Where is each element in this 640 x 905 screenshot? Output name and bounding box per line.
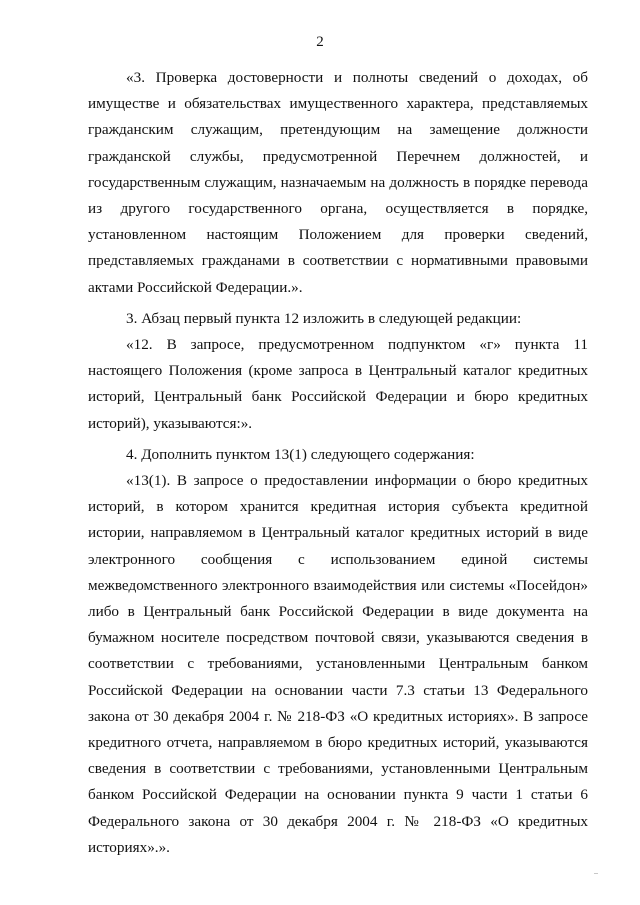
paragraph-item-12: «12. В запросе, предусмотренном подпунктом «г» пункта 11 настоящего Положения (кроме запроса в Центральный каталог кредитных историй, Центральный банк Российской Федерации и бюро кредитных историй), указываются:». <box>88 336 588 432</box>
scan-mark <box>594 873 598 874</box>
paragraph-amendment-4: 4. Дополнить пунктом 13(1) следующего содержания: <box>126 445 475 463</box>
paragraph-item-3-verification: «3. Проверка достоверности и полноты сведений о доходах, об имуществе и обязательствах имущественного характера, представляемых гражданским служащим, претендующим на замещение должности гражданской службы, предусмотренной Перечнем должностей, и государственным служащим, назначаемым на должность в порядке перевода из другого государственного органа, осуществляется в порядке, установленном настоящим Положением для проверки сведений, представляемых гражданами в соответствии с нормативными правовыми актами Российской Федерации.». <box>88 69 588 296</box>
paragraph-item-13-1: «13(1). В запросе о предоставлении информации о бюро кредитных историй, в котором хранится кредитная история субъекта кредитной истории, направляемом в Центральный каталог кредитных историй в виде электронного сообщения с использованием единой системы межведомственного электронного взаимодействия или системы «Посейдон» либо в Центральный банк Российской Федерации в виде документа на бумажном носителе посредством почтовой связи, указываются сведения в соответствии с требованиями, установленными Центральным банком Российской Федерации на основании части 7.3 статьи 13 Федерального закона от 30 декабря 2004 г. № 218-ФЗ «О кредитных историях». В запросе кредитного отчета, направляемом в бюро кредитных историй, указываются сведения в соответствии с требованиями, установленными Центральным банком Российской Федерации на основании пункта 9 части 1 статьи 6 Федерального закона от 30 декабря 2004 г. № 218-ФЗ «О кредитных историях».». <box>88 472 588 856</box>
paragraph-amendment-3: 3. Абзац первый пункта 12 изложить в следующей редакции: <box>126 309 522 327</box>
page-number: 2 <box>316 34 324 50</box>
document-body <box>88 65 588 861</box>
